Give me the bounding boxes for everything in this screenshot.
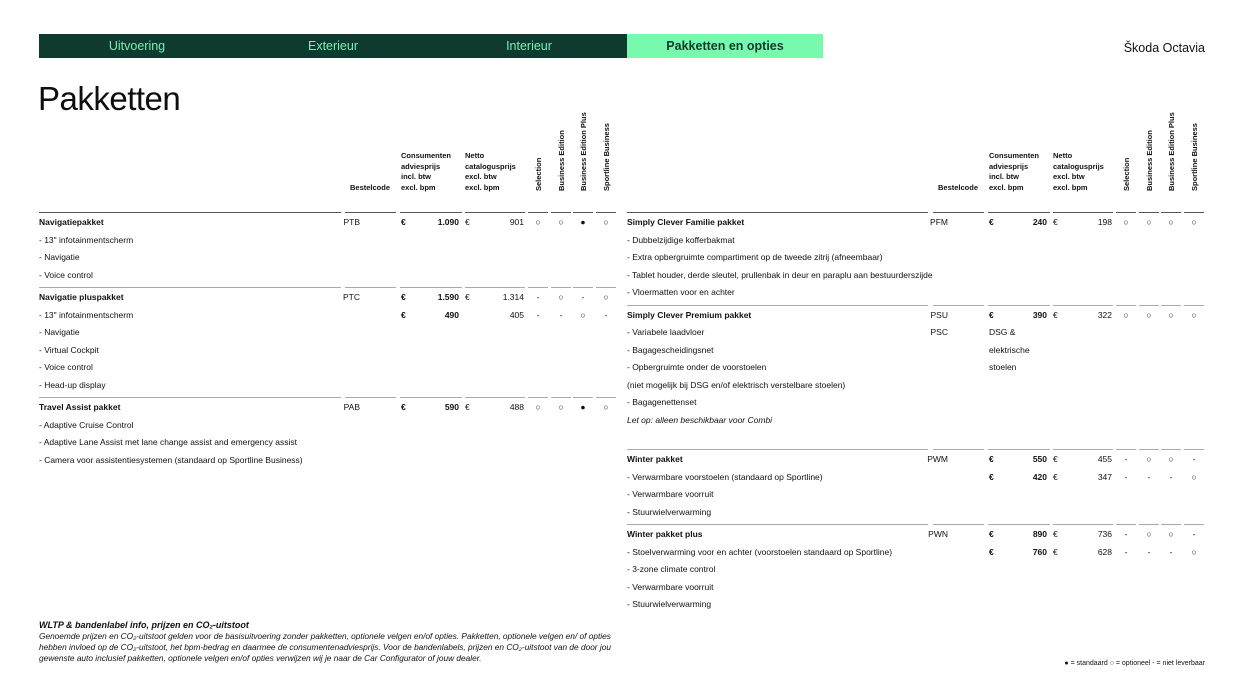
package-name: Navigatie pluspakket — [39, 292, 124, 302]
package-item: - Verwarmbare voorruit — [627, 581, 714, 592]
net-price: 628 — [1097, 546, 1112, 557]
availability-mark: - — [1192, 529, 1196, 539]
tab-pakketten-en-opties[interactable]: Pakketten en opties — [627, 34, 823, 58]
availability-mark: ○ — [1146, 454, 1152, 464]
net-price: 1.314 — [502, 292, 524, 302]
package-name: Simply Clever Premium pakket — [627, 309, 752, 320]
package-item: - Verwarmbare voorstoelen (standaard op Sportline) — [627, 471, 823, 482]
right-package-rule — [1116, 524, 1136, 525]
left-package-rule — [465, 397, 525, 398]
left-header-rule — [596, 212, 616, 213]
right-header-rule — [1116, 212, 1136, 213]
left-header-version: Selection — [534, 157, 543, 191]
package-item: - Tablet houder, derde sleutel, prullenbak in deur en paraplu aan bestuurderszijde — [627, 269, 933, 280]
footer-title: WLTP & bandenlabel info, prijzen en CO₂-uitstoot — [39, 620, 249, 630]
left-package-rule — [596, 287, 616, 288]
package-item: - Head-up display — [39, 379, 106, 390]
package-item: - Verwarmbare voorruit — [627, 489, 714, 499]
right-package-rule — [1184, 524, 1204, 525]
right-package-rule — [1116, 305, 1136, 306]
right-package-rule — [933, 305, 984, 306]
net-price: 198 — [1097, 217, 1112, 227]
package-item: - Voice control — [39, 269, 93, 280]
consumer-price: 590 — [444, 402, 459, 412]
package-item: - Adaptive Lane Assist met lane change assist and emergency assist — [39, 437, 297, 447]
euro-sign: € — [1053, 546, 1058, 557]
package-footnote: Let op: alleen beschikbaar voor Combi — [627, 414, 773, 425]
package-item: - Stuurwielverwarming — [627, 599, 712, 609]
availability-mark: - — [604, 309, 608, 320]
right-header-version: Selection — [1122, 157, 1131, 191]
left-package-rule — [345, 287, 396, 288]
right-header-rule — [1139, 212, 1159, 213]
euro-sign: € — [401, 402, 406, 412]
package-item: - Dubbelzijdige kofferbakmat — [627, 234, 735, 245]
right-package-rule — [1139, 449, 1159, 450]
brand-model-name: Škoda Octavia — [1123, 41, 1205, 55]
package-item: - Vloermatten voor en achter — [627, 287, 735, 297]
left-header-version: Business Edition — [557, 130, 566, 191]
availability-mark: ○ — [1168, 217, 1174, 227]
right-package-rule — [1139, 305, 1159, 306]
euro-sign: € — [465, 217, 470, 227]
availability-mark: ○ — [1146, 217, 1152, 227]
euro-sign: € — [1053, 529, 1058, 539]
consumer-price: 1.590 — [437, 292, 459, 302]
right-header-consumenten: Consumenten adviesprijs incl. btw excl. bpm — [989, 151, 1040, 192]
package-item: - 13" infotainmentscherm — [39, 309, 134, 320]
package-item: - Opbergruimte onder de voorstoelen — [627, 362, 767, 372]
package-name: Winter pakket — [627, 454, 683, 464]
availability-mark: - — [1124, 454, 1128, 464]
availability-mark: - — [1192, 454, 1196, 464]
left-package-rule — [573, 287, 593, 288]
availability-mark: ○ — [558, 217, 564, 227]
right-package-rule — [988, 305, 1050, 306]
availability-mark: - — [581, 292, 585, 302]
availability-mark: ○ — [603, 217, 609, 227]
package-code: PAB — [343, 402, 360, 412]
availability-mark: - — [559, 309, 563, 320]
package-item: - Camera voor assistentiesystemen (standaard op Sportline Business) — [39, 454, 303, 465]
consumer-price: 760 — [1032, 546, 1047, 557]
right-package-rule — [1053, 449, 1113, 450]
tab-uitvoering[interactable]: Uitvoering — [39, 34, 235, 58]
availability-mark: ○ — [1123, 217, 1129, 227]
package-item: - Voice control — [39, 362, 93, 372]
availability-mark: ○ — [558, 402, 564, 412]
right-package-rule — [988, 449, 1050, 450]
availability-mark: - — [1124, 546, 1128, 557]
right-package-rule — [1184, 449, 1204, 450]
availability-mark: ○ — [603, 292, 609, 302]
right-package-rule — [627, 305, 928, 306]
package-item: - Stuurwielverwarming — [627, 506, 712, 517]
right-package-rule — [933, 524, 984, 525]
package-code: PWN — [928, 529, 948, 539]
package-name: Travel Assist pakket — [39, 402, 121, 412]
right-header-rule — [627, 212, 928, 213]
package-item: - Adaptive Cruise Control — [39, 419, 134, 430]
availability-mark: ○ — [1168, 309, 1174, 320]
package-note: stoelen — [989, 362, 1017, 372]
right-header-version: Business Edition Plus — [1167, 112, 1176, 191]
availability-mark: ○ — [603, 402, 609, 412]
left-package-rule — [400, 397, 462, 398]
net-price: 322 — [1097, 309, 1112, 320]
right-header-rule — [1184, 212, 1204, 213]
availability-mark: ○ — [558, 292, 564, 302]
left-package-rule — [551, 397, 571, 398]
left-header-version: Sportline Business — [602, 123, 611, 191]
package-item: (niet mogelijk bij DSG en/of elektrisch verstelbare stoelen) — [627, 379, 846, 390]
left-package-rule — [39, 397, 341, 398]
right-header-rule — [1161, 212, 1181, 213]
package-name: Winter pakket plus — [627, 529, 703, 539]
availability-mark: ○ — [1146, 309, 1152, 320]
euro-sign: € — [401, 217, 406, 227]
package-item: - Stoelverwarming voor en achter (voorstoelen standaard op Sportline) — [627, 546, 893, 557]
left-header-version: Business Edition Plus — [579, 112, 588, 191]
availability-mark: ○ — [1123, 309, 1129, 320]
net-price: 405 — [509, 309, 524, 320]
package-item: - Bagagenettenset — [627, 397, 697, 407]
euro-sign: € — [401, 292, 406, 302]
availability-mark: - — [536, 309, 540, 320]
availability-mark: ○ — [535, 402, 541, 412]
right-header-bestelcode: Bestelcode — [938, 183, 979, 192]
availability-mark: ○ — [580, 309, 586, 320]
left-package-rule — [573, 397, 593, 398]
consumer-price: 420 — [1032, 471, 1047, 482]
net-price: 736 — [1097, 529, 1112, 539]
left-package-rule — [39, 287, 341, 288]
net-price: 488 — [509, 402, 524, 412]
package-code: PFM — [930, 217, 948, 227]
availability-mark: - — [1169, 546, 1173, 557]
net-price: 901 — [509, 217, 524, 227]
right-package-rule — [1139, 524, 1159, 525]
left-package-rule — [596, 397, 616, 398]
package-code: PWM — [927, 454, 948, 464]
tab-interieur[interactable]: Interieur — [431, 34, 627, 58]
left-package-rule — [528, 397, 548, 398]
consumer-price: 1.090 — [437, 217, 459, 227]
right-header-version: Sportline Business — [1190, 123, 1199, 191]
right-package-rule — [1053, 524, 1113, 525]
euro-sign: € — [465, 402, 470, 412]
left-package-rule — [400, 287, 462, 288]
package-name: Simply Clever Familie pakket — [627, 217, 745, 227]
left-package-rule — [345, 397, 396, 398]
euro-sign: € — [989, 217, 994, 227]
package-note: DSG & — [989, 327, 1016, 337]
package-item: - Navigatie — [39, 252, 80, 262]
euro-sign: € — [465, 292, 470, 302]
euro-sign: € — [989, 546, 994, 557]
availability-mark: - — [1124, 471, 1128, 482]
left-header-bestelcode: Bestelcode — [350, 183, 391, 192]
right-package-rule — [933, 449, 984, 450]
page-title: Pakketten — [38, 80, 181, 117]
availability-mark: - — [1169, 471, 1173, 482]
availability-mark: ○ — [1191, 217, 1197, 227]
consumer-price: 890 — [1032, 529, 1047, 539]
right-package-rule — [1116, 449, 1136, 450]
left-package-rule — [465, 287, 525, 288]
package-item: - Variabele laadvloer — [627, 327, 705, 337]
availability-mark: ○ — [1191, 309, 1197, 320]
euro-sign: € — [1053, 309, 1058, 320]
left-header-rule — [400, 212, 462, 213]
tab-exterieur[interactable]: Exterieur — [235, 34, 431, 58]
left-header-rule — [39, 212, 341, 213]
euro-sign: € — [1053, 471, 1058, 482]
right-header-rule — [988, 212, 1050, 213]
availability-mark: - — [1147, 546, 1151, 557]
package-code: PSC — [930, 327, 948, 337]
left-header-consumenten: Consumenten adviesprijs incl. btw excl. bpm — [401, 151, 452, 192]
right-package-rule — [988, 524, 1050, 525]
right-header-rule — [933, 212, 984, 213]
package-name: Navigatiepakket — [39, 217, 104, 227]
consumer-price: 390 — [1032, 309, 1047, 320]
availability-mark: ○ — [1168, 454, 1174, 464]
availability-mark: ○ — [535, 217, 541, 227]
right-package-rule — [1053, 305, 1113, 306]
consumer-price: 240 — [1032, 217, 1047, 227]
right-package-rule — [627, 524, 928, 525]
euro-sign: € — [989, 529, 994, 539]
euro-sign: € — [989, 309, 994, 320]
availability-mark: ○ — [1146, 529, 1152, 539]
consumer-price: 550 — [1032, 454, 1047, 464]
euro-sign: € — [401, 309, 406, 320]
left-header-rule — [528, 212, 548, 213]
right-package-rule — [1161, 449, 1181, 450]
availability-mark: ○ — [1168, 529, 1174, 539]
package-item: - 13" infotainmentscherm — [39, 234, 134, 245]
package-item: - Bagagescheidingsnet — [627, 344, 714, 355]
package-code: PTB — [343, 217, 360, 227]
right-package-rule — [1184, 305, 1204, 306]
left-header-netto: Netto catalogusprijs excl. btw excl. bpm — [465, 151, 516, 192]
availability-mark: ○ — [1191, 546, 1197, 557]
net-price: 347 — [1097, 471, 1112, 482]
footer-text: Genoemde prijzen en CO₂-uitstoot gelden voor de basisuitvoering zonder pakketten, optionele velgen en/of opties. Pakketten, optionele velgen en/ of opties hebben invloed op de CO₂-uitstoot, het bpm-bedrag en daarmee de consumentenadviesprijs. Voor de bandenlabels, prijzen en CO₂-uitstoot van de door jou gewenste auto inclusief pakketten, optionele velgen en/of opties verwijzen wij je naar de Car Configurator of jouw dealer. — [39, 631, 611, 663]
right-header-rule — [1053, 212, 1113, 213]
left-package-rule — [551, 287, 571, 288]
availability-mark: ○ — [1191, 471, 1197, 482]
package-note: elektrische — [989, 344, 1030, 355]
left-header-rule — [465, 212, 525, 213]
availability-mark: - — [536, 292, 540, 302]
consumer-price: 490 — [444, 309, 459, 320]
availability-mark: - — [1147, 471, 1151, 482]
right-package-rule — [1161, 305, 1181, 306]
availability-mark: ● — [580, 402, 586, 412]
euro-sign: € — [1053, 217, 1058, 227]
availability-mark: - — [1124, 529, 1128, 539]
package-code: PTC — [343, 292, 360, 302]
right-header-netto: Netto catalogusprijs excl. btw excl. bpm — [1053, 151, 1104, 192]
left-package-rule — [528, 287, 548, 288]
availability-legend: ● = standaard ○ = optioneel - = niet leverbaar — [1064, 660, 1205, 667]
package-item: - Extra opbergruimte compartiment op de tweede zitrij (afneembaar) — [627, 252, 883, 262]
right-package-rule — [1161, 524, 1181, 525]
net-price: 455 — [1097, 454, 1112, 464]
left-header-rule — [345, 212, 396, 213]
right-header-version: Business Edition — [1145, 130, 1154, 191]
package-item: - 3-zone climate control — [627, 564, 716, 574]
top-navigation — [39, 34, 823, 58]
left-header-rule — [551, 212, 571, 213]
package-code: PSU — [930, 309, 948, 320]
right-package-rule — [627, 449, 928, 450]
euro-sign: € — [989, 471, 994, 482]
left-header-rule — [573, 212, 593, 213]
euro-sign: € — [989, 454, 994, 464]
package-item: - Navigatie — [39, 327, 80, 337]
package-item: - Virtual Cockpit — [39, 344, 99, 355]
availability-mark: ● — [580, 217, 586, 227]
euro-sign: € — [1053, 454, 1058, 464]
